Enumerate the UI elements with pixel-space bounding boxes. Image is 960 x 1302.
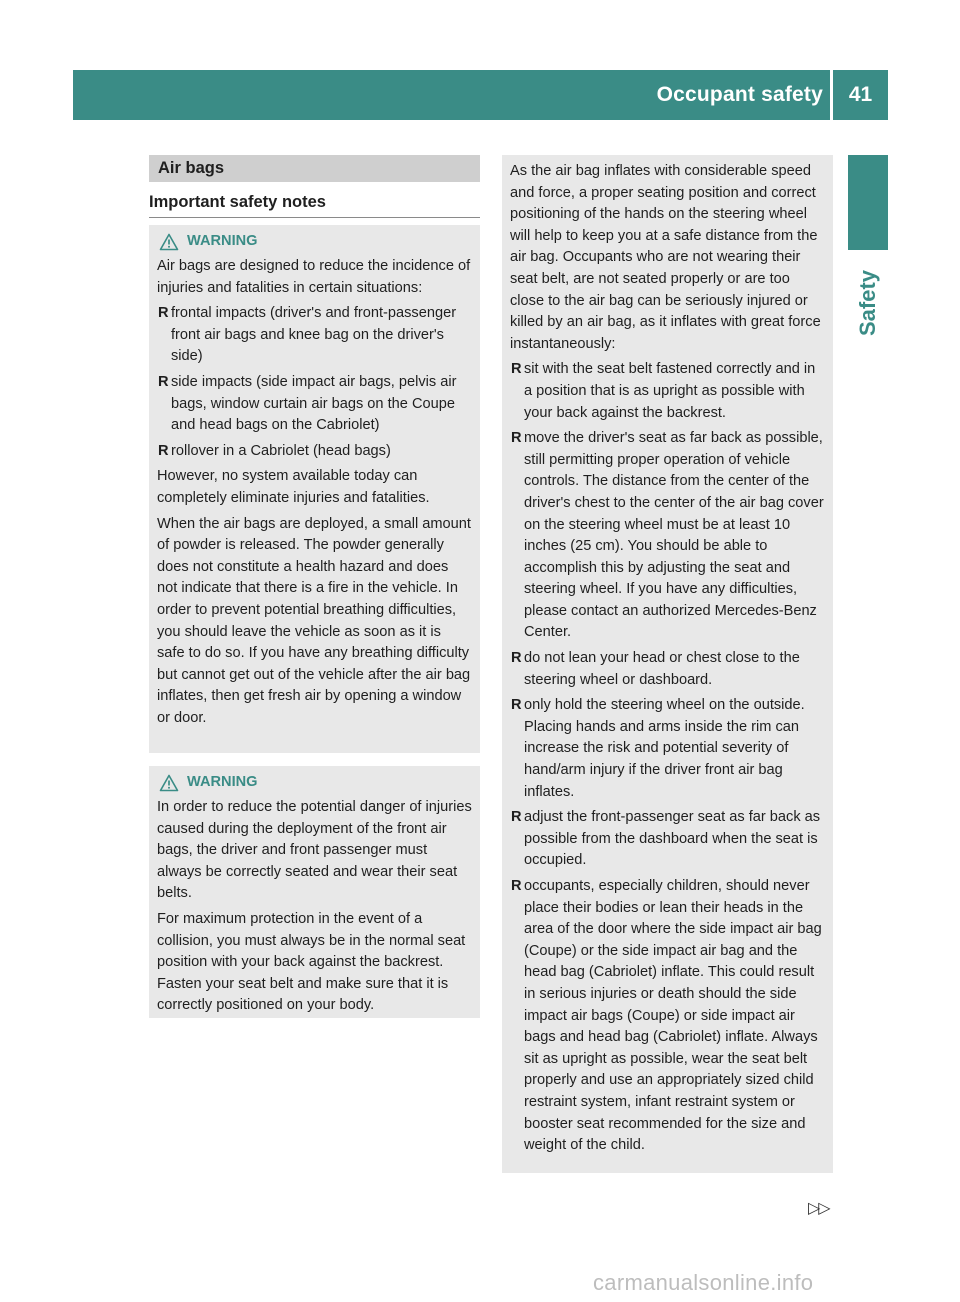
list-item (157, 303, 472, 368)
warning-label: WARNING (187, 774, 258, 791)
list-item (510, 695, 825, 803)
notice-bullet-list (510, 359, 825, 1156)
right-notice-box (502, 155, 833, 1173)
bullet-marker: R (511, 697, 522, 714)
bullet-marker: R (158, 373, 169, 390)
warning-box-2 (149, 766, 480, 1018)
side-tab-block (848, 155, 888, 250)
bullet-marker: R (511, 430, 522, 447)
list-item (510, 648, 825, 691)
section-title: Air bags (158, 159, 225, 177)
warning-header (157, 231, 472, 253)
warning-paragraph: For maximum protection in the event of a collision, you must always be in the normal seat position with your back against the backrest. Fasten your seat belt and make sure that it is correctly positioned on your body. (157, 910, 466, 1014)
list-item-text: occupants, especially children, should never place their bodies or lean their heads in the area of the door where the side impact air bag (Coupe) or the side impact air bag and the head bag (Cabriolet) inflate. This could result in serious injuries or death should the side impact air bags (Coupe) or side impact air bags and head bag (Cabriolet) inflate. Always sit as upright as possible, wear the seat belt properly and use an appropriately sized child restraint system, infant restraint system or booster seat recommended for the size and weight of the child. (524, 878, 822, 1154)
warning-paragraph: When the air bags are deployed, a small amount of powder is released. The powder generally does not constitute a health hazard and does not indicate that there is a fire in the vehicle. In order to prevent potential breathing difficulties, you should leave the vehicle as soon as it is safe to do so. If you have any breathing difficulty but cannot get out of the vehicle after the air bag inflates, then get fresh air by opening a window or door. (157, 515, 471, 726)
header-title: Occupant safety (656, 83, 823, 106)
list-item (510, 428, 825, 644)
bullet-marker: R (511, 878, 522, 894)
bullet-marker: R (158, 442, 169, 459)
subsection-rule (149, 217, 480, 218)
list-item-text: adjust the front-passenger seat as far back as possible from the dashboard when the seat is occupied. (524, 809, 821, 869)
list-item-text: do not lean your head or chest close to the steering wheel or dashboard. (524, 650, 800, 688)
watermark: carmanualsonline.info (593, 1270, 814, 1295)
bullet-marker: R (511, 361, 522, 378)
warning-triangle-icon (159, 233, 179, 251)
warning-header (157, 772, 472, 794)
continue-arrows-icon: ▷▷ (808, 1200, 829, 1217)
list-item-text: only hold the steering wheel on the outside. Placing hands and arms inside the rim can increase the risk and potential severity of hand/arm injury if the driver front air bag inflates. (524, 697, 805, 800)
bullet-marker: R (511, 650, 522, 667)
warning-label: WARNING (187, 233, 258, 250)
list-item (510, 807, 825, 872)
subsection-title: Important safety notes (149, 193, 326, 211)
list-item-text: sit with the seat belt fastened correctly and in a position that is as upright as possible with your back against the backrest. (524, 361, 816, 421)
warning-triangle-icon (159, 774, 179, 792)
list-item-text: side impacts (side impact air bags, pelvis air bags, window curtain air bags on the Coupe and head bags on the Cabriolet) (171, 373, 457, 434)
warning-intro: Air bags are designed to reduce the incidence of injuries and fatalities in certain situations: (157, 258, 471, 296)
warning-box-1 (149, 225, 480, 753)
bullet-marker: R (511, 809, 522, 826)
page-number: 41 (848, 83, 873, 106)
side-tab-text: Safety (855, 269, 880, 337)
list-item (157, 441, 472, 463)
warning-paragraph: In order to reduce the potential danger of injuries caused during the deployment of the front air bags, the driver and front passenger must always be correctly seated and wear their seat belts. (157, 799, 472, 902)
notice-intro: As the air bag inflates with considerable speed and force, a proper seating position and correct positioning of the hands on the steering wheel will help to keep you at a safe distance from the air bag. Occupants who are not wearing their seat belt, are not seated properly or are too close to the air bag can be seriously injured or killed by an air bag, as it inflates with great force instantaneously: (510, 163, 821, 352)
list-item (510, 359, 825, 424)
list-item-text: rollover in a Cabriolet (head bags) (171, 442, 391, 459)
warning-bullet-list (157, 303, 472, 462)
list-item-text: frontal impacts (driver's and front-passenger front air bags and knee bag on the driver's side) (171, 305, 457, 365)
list-item (510, 876, 825, 1157)
side-tab-label (845, 258, 891, 348)
list-item-text: move the driver's seat as far back as possible, still permitting proper operation of vehicle controls. The distance from the center of the driver's chest to the center of the air bag cover on the steering wheel must be at least 10 inches (25 cm). You should be able to accomplish this by adjusting the seat and steering wheel. If you have any difficulties, please contact an authorized Mercedes-Benz Center. (524, 430, 824, 641)
list-item (157, 372, 472, 437)
warning-paragraph: However, no system available today can completely eliminate injuries and fatalities. (157, 468, 430, 506)
bullet-marker: R (158, 305, 169, 322)
